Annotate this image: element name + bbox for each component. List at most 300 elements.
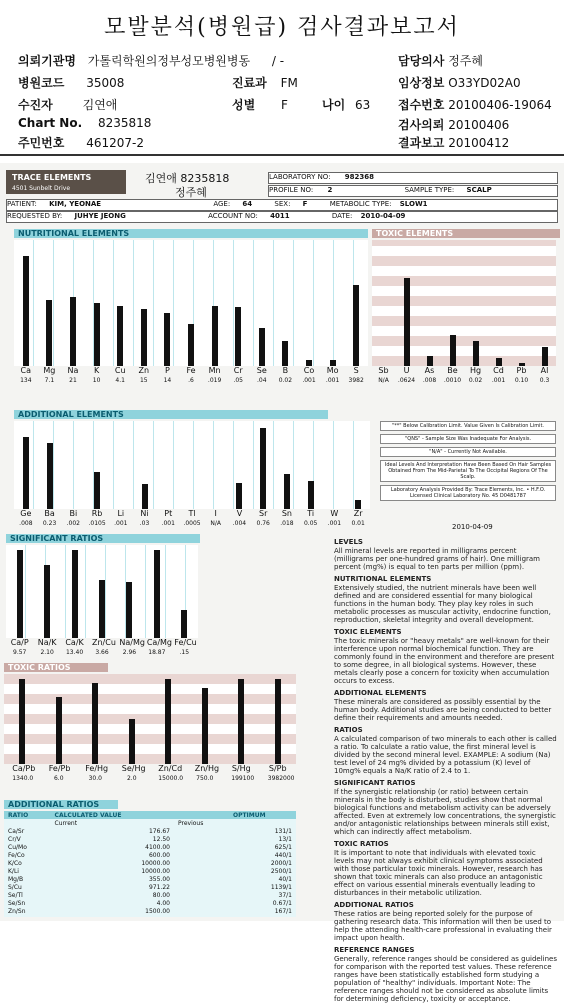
nutritional-label-mn: Mn <box>208 366 221 375</box>
additional-value-sr: 0.76 <box>256 520 270 527</box>
ratio-row <box>4 851 296 859</box>
nutritional-value-fe: .6 <box>188 377 194 384</box>
nutritional-value-mo: .001 <box>325 377 340 384</box>
nutritional-value-cr: .05 <box>233 377 243 384</box>
nutritional-bar-cu <box>117 306 123 366</box>
explanation-heading: ADDITIONAL RATIOS <box>334 901 414 909</box>
tox-ratio-value-sehg: 2.0 <box>126 775 137 782</box>
tox-ratio-value-zncd: 15000.0 <box>158 775 184 782</box>
additional-bar-ni <box>142 484 148 509</box>
request-box <box>6 211 558 223</box>
ratio-optimum: 2000/1 <box>270 859 292 867</box>
legend-qns: "QNS" - Sample Size Was Inadequate For Analysis. <box>380 434 556 444</box>
toxic-header: TOXIC ELEMENTS <box>372 229 560 238</box>
additional-bar-ge <box>23 437 29 509</box>
profile-value: 2 <box>327 186 333 194</box>
ratio-name: K/Co <box>8 859 22 867</box>
sig-ratio-value-nak: 2.10 <box>40 649 54 656</box>
ratio-current: 10000.00 <box>141 859 170 867</box>
ratio-optimum: 440/1 <box>274 851 292 859</box>
header-result <box>398 134 509 151</box>
profile-label: PROFILE NO: <box>269 186 314 194</box>
tox-ratios-labels <box>4 764 296 786</box>
additional-label-li: Li <box>117 509 125 518</box>
nutritional-header: NUTRITIONAL ELEMENTS <box>14 229 368 238</box>
header-clinical <box>398 74 521 91</box>
nutritional-value-k: 10 <box>92 377 101 384</box>
explanation-text: All mineral levels are reported in milligrams percent (milligrams per one-hundred grams of hair). One milligram percent (mg%) is equal to ten parts per million (ppm). <box>334 547 540 571</box>
toxic-label-cd: Cd <box>493 366 504 375</box>
additional-label-v: V <box>236 509 243 518</box>
explanation-heading: LEVELS <box>334 538 363 546</box>
legend-below-limit: "**" Below Calibration Limit. Value Given Is Calibration Limit. <box>380 421 556 431</box>
header-row-hospital-code <box>18 74 124 91</box>
tox-ratio-label-fepb: Fe/Pb <box>48 764 71 773</box>
toxic-value-as: .008 <box>422 377 437 384</box>
ratio-current: 176.67 <box>148 827 170 835</box>
tox-ratio-bar-capb <box>19 679 25 765</box>
ratio-row <box>4 907 296 915</box>
nutritional-bar-cr <box>235 307 241 366</box>
clinical-value: O33YD02A0 <box>448 76 521 90</box>
toxic-bar-be <box>450 335 456 367</box>
additional-bar-v <box>236 483 242 509</box>
nutritional-bar-mn <box>212 306 218 366</box>
nutritional-bar-zn <box>141 309 147 366</box>
nutritional-value-p: 14 <box>163 377 172 384</box>
explanation-heading: TOXIC RATIOS <box>334 840 389 848</box>
additional-label-i: I <box>214 509 217 518</box>
additional-value-tl: .0005 <box>183 520 201 527</box>
ratio-row <box>4 827 296 835</box>
explanation-text: The toxic minerals or "heavy metals" are well-known for their interference upon normal biochemical function. They are commonly found in the environment and therefore are present to some degree, in all biological systems. However, these metals clearly pose a concern for toxicity when accumulation occurs to excess. <box>334 637 555 685</box>
hospital-code-value: 35008 <box>86 76 125 90</box>
tox-ratio-bar-spb <box>275 679 281 765</box>
handwritten-doctor: 정주혜 <box>175 186 207 199</box>
tox-ratio-bar-fehg <box>92 683 98 764</box>
ratio-row <box>4 867 296 875</box>
sex-line-label: SEX: <box>274 200 291 208</box>
nutritional-label-zn: Zn <box>138 366 150 375</box>
sample-value: SCALP <box>466 186 492 194</box>
explanation-text: A calculated comparison of two minerals to each other is called a ratio. To calculate a ratio value, the first mineral level is divided by the second mineral level. EXAMPLE: A sodium (Na) test level of 24 mg% divided by a potassium (K) level of 10mg% equals a Na/K ratio of 2.4 to 1. <box>334 735 557 775</box>
tox-ratio-bar-fepb <box>56 697 62 765</box>
tox-ratio-label-fehg: Fe/Hg <box>85 764 109 773</box>
ratio-optimum: 0.67/1 <box>272 899 292 907</box>
sex-value: F <box>281 98 288 112</box>
tox-ratio-label-capb: Ca/Pb <box>12 764 36 773</box>
header-row-institution <box>18 52 284 69</box>
additional-value-pt: .001 <box>161 520 175 527</box>
nutritional-label-fe: Fe <box>186 366 196 375</box>
lab-number: 982368 <box>344 173 375 181</box>
nutritional-bar-ca <box>23 256 29 366</box>
chart-value: 8235818 <box>97 116 152 130</box>
additional-bar-zr <box>355 500 361 509</box>
lab-number-box <box>268 172 558 184</box>
age-line-value: 64 <box>242 200 253 208</box>
explanation-text: These ratios are being reported solely for the purpose of gathering research data. This information will then be used to help the attending health-care professional in evaluating their impact upon health. <box>334 910 552 942</box>
explanation-text: Extensively studied, the nutrient minerals have been well defined and are considered essential for many biological functions in the human body. They play key roles in such metabolic processes as muscular activity, endocrine function, reproduction, skeletal integrity and overall development. <box>334 584 551 624</box>
lab-logo <box>6 170 126 194</box>
sig-ratio-value-camg: 18.87 <box>148 649 166 656</box>
tox-ratio-value-fehg: 30.0 <box>88 775 102 782</box>
ratio-row <box>4 835 296 843</box>
nutritional-label-p: P <box>164 366 170 375</box>
toxic-value-u: .0624 <box>397 377 416 384</box>
toxic-value-be: .0010 <box>443 377 462 384</box>
report-date: 2010-04-09 <box>452 523 493 531</box>
clinical-label: 임상정보 <box>398 76 445 90</box>
ratio-row <box>4 875 296 883</box>
nutritional-label-ca: Ca <box>20 366 32 375</box>
receipt-value: 20100406-19064 <box>448 98 552 112</box>
additional-label-ba: Ba <box>44 509 55 518</box>
ratio-row <box>4 843 296 851</box>
toxic-value-hg: 0.02 <box>468 377 483 384</box>
ratio-previous <box>174 827 229 835</box>
request-value: 20100406 <box>448 118 510 132</box>
account-value: 4011 <box>270 212 290 220</box>
additional-value-bi: .002 <box>66 520 80 527</box>
header-doctor <box>398 52 483 69</box>
ratio-previous <box>174 867 229 875</box>
tox-ratio-value-fepb: 6.0 <box>53 775 64 782</box>
ratio-name: Ca/Sr <box>8 827 25 835</box>
nutritional-value-cu: 4.1 <box>115 377 125 384</box>
sig-ratio-bar-zncu <box>99 580 105 638</box>
nutritional-label-se: Se <box>256 366 267 375</box>
sig-ratios-chart <box>6 545 198 638</box>
sig-ratio-value-zncu: 3.66 <box>95 649 109 656</box>
tox-ratio-label-sehg: Se/Hg <box>121 764 146 773</box>
ratio-optimum: 131/1 <box>274 827 292 835</box>
tox-ratios-chart <box>4 674 296 764</box>
sample-label: SAMPLE TYPE: <box>404 186 455 194</box>
patient-line-value: KIM, YEONAE <box>49 200 102 208</box>
id-label: 주민번호 <box>18 136 65 150</box>
nutritional-label-cu: Cu <box>114 366 126 375</box>
toxic-label-pb: Pb <box>516 366 527 375</box>
sig-ratio-value-cak: 13.40 <box>65 649 84 656</box>
nutritional-chart <box>14 240 368 366</box>
age-line-label: AGE: <box>213 200 231 208</box>
page-title: 모발분석(병원급) 검사결과보고서 <box>104 15 460 40</box>
col-current: Current <box>54 819 78 827</box>
tox-ratio-label-znhg: Zn/Hg <box>194 764 220 773</box>
toxic-value-pb: 0.10 <box>514 377 529 384</box>
ratio-current: 4.00 <box>156 899 170 907</box>
tox-ratio-bar-shg <box>238 679 244 765</box>
nutritional-bar-se <box>259 328 265 366</box>
sig-ratio-label-fecu: Fe/Cu <box>174 638 197 647</box>
age-value: 63 <box>355 98 371 112</box>
receipt-label: 접수번호 <box>398 98 445 112</box>
col-ratio: RATIO <box>8 811 29 819</box>
additional-chart <box>14 421 370 509</box>
tox-ratios-header: TOXIC RATIOS <box>4 663 108 672</box>
sig-ratios-header: SIGNIFICANT RATIOS <box>6 534 200 543</box>
additional-value-sn: .018 <box>280 520 294 527</box>
ratio-name: K/Li <box>8 867 19 875</box>
ratio-previous <box>174 875 229 883</box>
sig-ratio-bar-cap <box>17 550 23 638</box>
explanation-heading: REFERENCE RANGES <box>334 946 415 954</box>
age-label: 나이 <box>322 98 346 112</box>
sig-ratio-value-fecu: .15 <box>179 649 190 656</box>
explanation-heading: ADDITIONAL ELEMENTS <box>334 689 427 697</box>
sex-label: 성별 <box>232 98 256 112</box>
nutritional-value-zn: 15 <box>139 377 148 384</box>
chart-label: Chart No. <box>18 116 83 130</box>
patient-box <box>6 199 558 211</box>
additional-label-bi: Bi <box>69 509 78 518</box>
tox-ratio-bar-znhg <box>202 688 208 765</box>
ratio-optimum: 1139/1 <box>270 883 292 891</box>
additional-label-ti: Ti <box>307 509 315 518</box>
additional-label-rb: Rb <box>91 509 103 518</box>
ratio-previous <box>174 899 229 907</box>
additional-bar-rb <box>94 472 100 509</box>
legend-lab: Laboratory Analysis Provided By: Trace Elements, Inc. • H.F.O. Licensed Clinical Laboratory No. 45 D0481787 <box>380 485 556 501</box>
date-value: 2010-04-09 <box>360 212 406 220</box>
tox-ratio-value-znhg: 750.0 <box>196 775 214 782</box>
additional-value-ge: .008 <box>19 520 33 527</box>
toxic-label-as: As <box>424 366 435 375</box>
sig-ratio-value-cap: 9.57 <box>13 649 27 656</box>
date-label: DATE: <box>331 212 353 220</box>
tox-ratio-bar-sehg <box>129 719 135 764</box>
header-dept <box>232 74 298 91</box>
additional-value-ba: 0.23 <box>42 520 57 527</box>
sig-ratio-value-namg: 2.96 <box>122 649 137 656</box>
nutritional-bar-b <box>282 341 288 366</box>
ratio-current: 12.50 <box>152 835 170 843</box>
additional-labels <box>14 509 370 531</box>
institution-extra: / - <box>271 54 285 68</box>
legend-column <box>380 421 556 501</box>
hospital-code-label: 병원코드 <box>18 76 65 90</box>
nutritional-label-na: Na <box>67 366 79 375</box>
explanation-text: Generally, reference ranges should be considered as guidelines for comparison with the reported test values. These reference ranges have been statistically established form studying a population of "healthy" individuals. Important Note: The reference ranges should not be considered as absolute limits for determining deficiency, toxicity or acceptance. <box>334 955 558 1003</box>
ratio-name: Cr/V <box>8 835 21 843</box>
header-receipt <box>398 96 552 113</box>
toxic-chart <box>372 240 556 366</box>
additional-bar-sr <box>260 428 266 509</box>
ratio-row <box>4 891 296 899</box>
sig-ratio-bar-camg <box>154 550 160 638</box>
additional-label-ni: Ni <box>140 509 149 518</box>
additional-value-v: .004 <box>232 520 247 527</box>
nutritional-value-mn: .019 <box>207 377 222 384</box>
toxic-value-al: 0.3 <box>539 377 550 384</box>
sig-ratio-bar-cak <box>72 550 78 638</box>
ratio-optimum: 167/1 <box>274 907 292 915</box>
toxic-value-cd: .001 <box>491 377 506 384</box>
ratio-previous <box>174 859 229 867</box>
sex-line-value: F <box>302 200 308 208</box>
nutritional-label-mg: Mg <box>43 366 56 375</box>
ratio-optimum: 37/1 <box>278 891 292 899</box>
sig-ratio-bar-nak <box>44 565 50 638</box>
toxic-value-sb: N/A <box>378 377 389 384</box>
additional-bar-sn <box>284 474 290 509</box>
nutritional-bar-mg <box>46 300 52 366</box>
ratio-name: Mg/B <box>8 875 24 883</box>
explanation-text: If the synergistic relationship (or ratio) between certain minerals in the body is disturbed, studies show that normal biological functions and metabolism activity can be adversely affected. Even at extremely low concentrations, the synergistic and/or antagonistic relationships between minerals still exist, which can indirectly affect metabolism. <box>334 788 556 836</box>
tox-ratio-bar-zncd <box>165 679 171 765</box>
requested-value: JUHYE JEONG <box>74 212 126 220</box>
nutritional-bar-p <box>164 313 170 366</box>
dept-value: FM <box>280 76 298 90</box>
explanation-column <box>334 534 558 1003</box>
result-value: 20100412 <box>448 136 510 150</box>
institution-value: 가톨릭학원의정부성모병원병동 <box>87 54 251 68</box>
metabolic-label: METABOLIC TYPE: <box>329 200 392 208</box>
toxic-label-u: U <box>403 366 410 375</box>
nutritional-value-ca: 134 <box>20 377 32 384</box>
nutritional-bar-k <box>94 303 100 366</box>
header-row-chart <box>18 116 151 130</box>
request-label: 검사의뢰 <box>398 118 445 132</box>
header-age <box>322 96 370 113</box>
additional-header: ADDITIONAL ELEMENTS <box>14 410 328 419</box>
toxic-label-hg: Hg <box>469 366 482 375</box>
sig-ratio-label-cap: Ca/P <box>10 638 29 647</box>
header-divider <box>0 154 564 156</box>
additional-label-w: W <box>330 509 339 518</box>
nutritional-bar-na <box>70 297 76 366</box>
explanation-heading: SIGNIFICANT RATIOS <box>334 779 416 787</box>
ratio-optimum: 2500/1 <box>270 867 292 875</box>
ratio-name: Se/Tl <box>8 891 23 899</box>
nutritional-label-b: B <box>282 366 289 375</box>
additional-label-sr: Sr <box>259 509 268 518</box>
lab-address: 4501 Sunbelt Drive <box>12 185 71 192</box>
ratio-previous <box>174 907 229 915</box>
sig-ratio-label-cak: Ca/K <box>65 638 84 647</box>
toxic-bar-al <box>542 347 548 366</box>
tox-ratio-label-spb: S/Pb <box>268 764 287 773</box>
tox-ratio-label-shg: S/Hg <box>231 764 251 773</box>
result-label: 결과보고 <box>398 136 445 150</box>
explanation-heading: RATIOS <box>334 726 363 734</box>
add-ratios-header: ADDITIONAL RATIOS <box>4 800 118 809</box>
additional-label-tl: Tl <box>188 509 196 518</box>
tox-ratio-value-spb: 3982000 <box>267 775 295 782</box>
additional-value-rb: .0105 <box>88 520 106 527</box>
additional-value-ni: .03 <box>139 520 150 527</box>
additional-label-ge: Ge <box>20 509 32 518</box>
toxic-label-al: Al <box>540 366 549 375</box>
ratio-row <box>4 883 296 891</box>
tox-ratio-label-zncd: Zn/Cd <box>158 764 183 773</box>
explanation-heading: NUTRITIONAL ELEMENTS <box>334 575 432 583</box>
requested-label: REQUESTED BY: <box>7 212 63 220</box>
sig-ratio-bar-fecu <box>181 610 187 638</box>
sig-ratio-bar-namg <box>126 582 132 638</box>
ratio-current: 80.00 <box>152 891 170 899</box>
legend-na: "N/A" - Currently Not Available. <box>380 447 556 457</box>
explanation-heading: TOXIC ELEMENTS <box>334 628 402 636</box>
sig-ratio-label-namg: Na/Mg <box>119 638 145 647</box>
ratio-name: Fe/Co <box>8 851 25 859</box>
ratio-name: Se/Sn <box>8 899 26 907</box>
additional-label-sn: Sn <box>281 509 292 518</box>
additional-bar-ti <box>308 481 314 509</box>
explanation-text: These minerals are considered as possibly essential by the human body. Additional studies are being conducted to better define their requirements and amounts needed. <box>334 698 552 722</box>
ratio-row <box>4 859 296 867</box>
ratio-optimum: 625/1 <box>274 843 292 851</box>
patient-line-label: PATIENT: <box>7 200 37 208</box>
ratio-optimum: 40/1 <box>278 875 292 883</box>
nutritional-value-se: .04 <box>257 377 267 384</box>
doctor-label: 담당의사 <box>398 54 445 68</box>
tox-ratio-value-capb: 1340.0 <box>12 775 34 782</box>
sig-ratio-label-nak: Na/K <box>37 638 57 647</box>
toxic-labels <box>372 366 556 388</box>
header-request <box>398 116 509 133</box>
institution-label: 의뢰기관명 <box>18 54 76 68</box>
account-label: ACCOUNT NO: <box>208 212 258 220</box>
ratio-previous <box>174 883 229 891</box>
id-value: 461207-2 <box>86 136 144 150</box>
dept-label: 진료과 <box>232 76 267 90</box>
ratio-row <box>4 899 296 907</box>
toxic-bar-cd <box>496 358 502 366</box>
ratio-current: 1500.00 <box>145 907 170 915</box>
ratio-previous <box>174 891 229 899</box>
col-calc: CALCULATED VALUE <box>54 811 122 819</box>
ratio-current: 10000.00 <box>141 867 170 875</box>
nutritional-labels <box>14 366 368 388</box>
legend-ideal: Ideal Levels And Interpretation Have Been Based On Hair Samples Obtained From The Mid-Parietal To The Occipital Regions Of The Scalp. <box>380 460 556 482</box>
metabolic-value: SLOW1 <box>399 200 428 208</box>
nutritional-label-k: K <box>93 366 100 375</box>
patient-value: 김연애 <box>82 98 118 112</box>
toxic-bar-as <box>427 356 433 366</box>
patient-label: 수진자 <box>18 98 53 112</box>
toxic-bar-u <box>404 278 410 366</box>
handwritten-name: 김연애 8235818 <box>145 172 230 185</box>
toxic-label-sb: Sb <box>378 366 389 375</box>
lab-number-label: LABORATORY NO: <box>269 173 331 181</box>
nutritional-bar-s <box>353 285 359 366</box>
nutritional-value-na: 21 <box>69 377 77 384</box>
col-optimum: OPTIMUM <box>232 811 266 819</box>
ratio-name: S/Cu <box>8 883 22 891</box>
ratio-current: 355.00 <box>148 875 170 883</box>
additional-label-zr: Zr <box>353 509 363 518</box>
additional-value-zr: 0.01 <box>351 520 365 527</box>
nutritional-value-mg: 7.1 <box>44 377 55 384</box>
tox-ratio-value-shg: 199100 <box>231 775 255 782</box>
header-row-patient <box>18 96 117 113</box>
ratio-previous <box>174 835 229 843</box>
toxic-label-be: Be <box>447 366 458 375</box>
additional-value-li: .001 <box>114 520 128 527</box>
additional-label-pt: Pt <box>164 509 173 518</box>
ratio-previous <box>174 843 229 851</box>
nutritional-bar-fe <box>188 324 194 366</box>
sig-ratio-label-zncu: Zn/Cu <box>92 638 116 647</box>
ratio-current: 4100.00 <box>145 843 170 851</box>
sig-ratios-labels <box>6 638 198 658</box>
doctor-value: 정주혜 <box>448 54 483 68</box>
lab-name: TRACE ELEMENTS <box>12 173 92 182</box>
ratio-optimum: 13/1 <box>278 835 292 843</box>
additional-value-w: .001 <box>327 520 342 527</box>
